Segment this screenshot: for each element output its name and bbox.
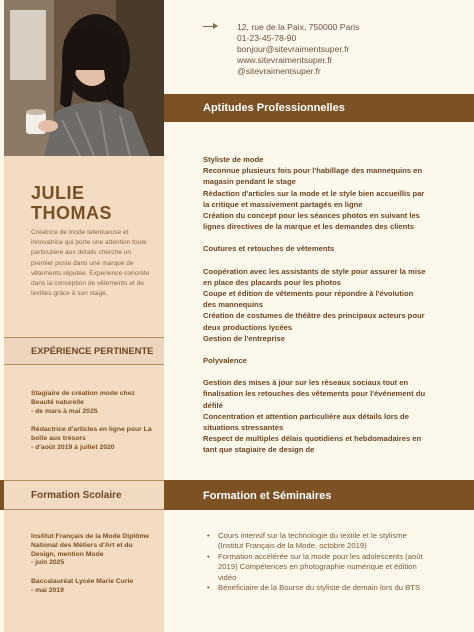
experience-heading: EXPÉRIENCE PERTINENTE bbox=[31, 345, 154, 356]
aptitudes-section bbox=[203, 355, 428, 366]
aptitude-line: Rédaction d'articles sur la mode et le style bien accueillis par la critique et massivement partagés en ligne bbox=[203, 188, 425, 209]
contact-social[interactable]: @sitevraimentsuper.fr bbox=[237, 66, 321, 76]
aptitude-line: Respect de multiples délais quotidiens et hebdomadaires en tant que stagiaire de design de bbox=[203, 434, 422, 455]
aptitude-line: Création de costumes de théâtre des principaux acteurs pour deux productions lycées bbox=[203, 311, 425, 332]
education-item bbox=[31, 533, 153, 568]
bullet-icon: • bbox=[207, 531, 210, 540]
profile-photo bbox=[4, 0, 164, 156]
first-name: JULIE bbox=[31, 183, 85, 203]
aptitudes-section bbox=[203, 377, 428, 455]
experience-item bbox=[31, 426, 156, 452]
aptitude-line: Gestion de l'entreprise bbox=[203, 333, 285, 343]
contact-address: 12, rue de la Paix, 750000 Paris bbox=[237, 22, 360, 32]
seminar-item bbox=[205, 531, 430, 552]
profile-summary: Créatrice de mode talentueuse et innovatrice qui porte une attention toute particulière aux détails cherche un premier poste dans une marque de vêtements réputée. Experience concrète dans la conception de vêtements et de textiles grâce à son stage. bbox=[31, 229, 150, 298]
education-dates: - mai 2019 bbox=[31, 586, 64, 594]
aptitudes-body bbox=[203, 154, 428, 480]
education-item bbox=[31, 578, 153, 596]
seminar-text: Formation accélérée sur la mode pour les adolescents (août 2019) Compétences en photographie numérique et édition vidéo bbox=[218, 551, 423, 582]
experience-role: Stagiaire de création mode chez Beauté naturelle bbox=[31, 390, 135, 406]
contact-block bbox=[237, 22, 359, 77]
aptitudes-section bbox=[203, 243, 428, 254]
contact-email[interactable]: bonjour@sitevraimentsuper.fr bbox=[237, 44, 350, 54]
experience-item bbox=[31, 390, 156, 416]
aptitudes-section bbox=[203, 154, 428, 232]
aptitude-line: Création du concept pour les séances photos en suivant les lignes directives de la marque et les demandes des clients bbox=[203, 211, 420, 232]
arrow-head-icon bbox=[213, 23, 218, 29]
aptitudes-heading: Aptitudes Professionnelles bbox=[203, 102, 345, 114]
contact-phone: 01-23-45-78-90 bbox=[237, 33, 297, 43]
seminar-text: Cours intensif sur la technologie du textile et le stylisme (Institut Français de la Mode, octobre 2019) bbox=[218, 531, 407, 551]
aptitude-line: Concentration et attention particulière aux détails lors de situations stressantes bbox=[203, 411, 409, 433]
education-list bbox=[31, 533, 153, 606]
experience-list bbox=[31, 390, 156, 463]
aptitude-line: Styliste de mode bbox=[203, 155, 264, 164]
seminar-text: Bénéficiaire de la Bourse du styliste de demain lors du BTS bbox=[218, 583, 421, 593]
aptitude-line: Coutures et retouches de vêtements bbox=[203, 244, 335, 254]
contact-website[interactable]: www.sitevraimentsuper.fr bbox=[237, 55, 333, 65]
portrait-image bbox=[4, 0, 164, 156]
seminars-list bbox=[205, 531, 430, 593]
aptitude-line: Reconnue plusieurs fois pour l'habillage des mannequins en magasin pendant le stage bbox=[203, 166, 423, 187]
aptitude-line: Coopération avec les assistants de style pour assurer la mise en place des placards pour les photos bbox=[203, 266, 426, 287]
experience-dates: - de mars à mai 2025 bbox=[31, 407, 98, 415]
seminar-item bbox=[205, 583, 430, 593]
education-dates: - juin 2025 bbox=[31, 559, 65, 567]
experience-role: Rédactrice d'articles en ligne pour La boîte aux trésors bbox=[31, 426, 152, 443]
aptitude-line: Coupe et édition de vêtements pour répondre à l'évolution des mannequins bbox=[203, 289, 414, 310]
aptitude-line: Gestion des mises à jour sur les réseaux sociaux tout en finalisation les retouches des vêtements pour l'événement du défilé bbox=[203, 378, 426, 410]
bullet-icon: • bbox=[207, 583, 210, 593]
last-name: THOMAS bbox=[31, 203, 112, 223]
candidate-name bbox=[31, 183, 112, 223]
seminar-item bbox=[205, 552, 430, 583]
aptitude-line: Polyvalence bbox=[203, 356, 247, 366]
bullet-icon: • bbox=[207, 551, 210, 561]
experience-dates: - d'août 2019 à juillet 2020 bbox=[31, 443, 115, 451]
seminars-heading: Formation et Séminaires bbox=[203, 490, 332, 502]
education-heading: Formation Scolaire bbox=[31, 490, 122, 501]
aptitudes-section bbox=[203, 266, 428, 344]
education-school: Institut Français de la Mode Diplôme National des Métiers d'Art et du Design, mention Mode bbox=[31, 533, 150, 558]
education-school: Baccalauréat Lycée Marie Curie bbox=[31, 578, 134, 586]
